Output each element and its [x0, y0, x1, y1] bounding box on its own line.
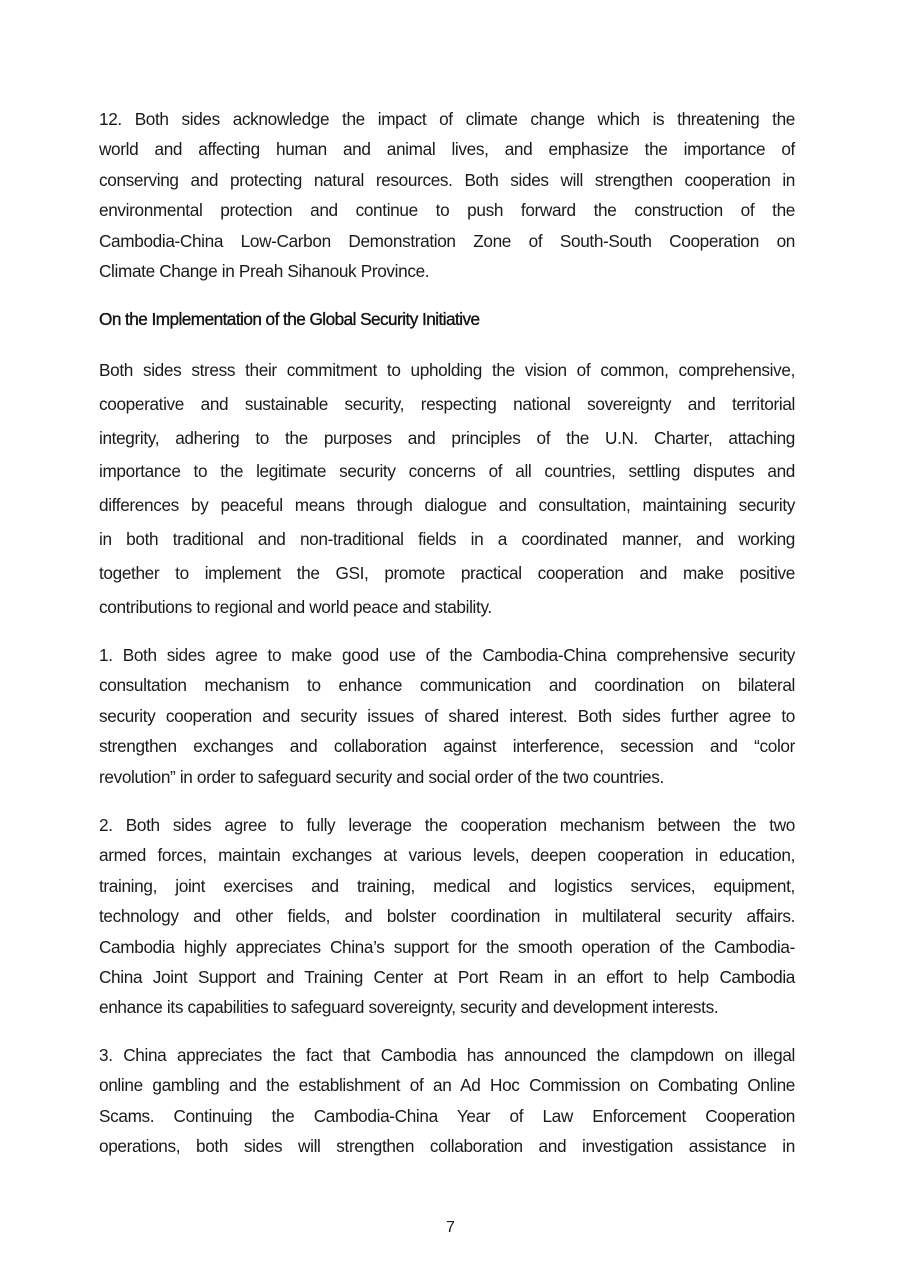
text-line: cooperative and sustainable security, respecting national sovereignty and territorial	[99, 393, 795, 414]
text-line: Cambodia highly appreciates China’s support for the smooth operation of the Cambodia-	[99, 936, 795, 957]
text-line: contributions to regional and world peace and stability.	[99, 596, 492, 617]
text-line: together to implement the GSI, promote practical cooperation and make positive	[99, 562, 795, 583]
text-line: revolution” in order to safeguard security and social order of the two countries.	[99, 766, 664, 787]
text-line: 3. China appreciates the fact that Cambodia has announced the clampdown on illegal	[99, 1045, 795, 1065]
text-line: Cambodia-China Low-Carbon Demonstration Zone of South-South Cooperation on	[99, 230, 795, 251]
text-line: differences by peaceful means through dialogue and consultation, maintaining security	[99, 495, 795, 516]
text-line: integrity, adhering to the purposes and principles of the U.N. Charter, attaching	[99, 427, 795, 448]
text-line: security cooperation and security issues of shared interest. Both sides further agree to	[99, 705, 795, 726]
text-line: importance to the legitimate security concerns of all countries, settling disputes and	[99, 461, 795, 482]
text-line: environmental protection and continue to push forward the construction of the	[99, 200, 795, 221]
text-line: strengthen exchanges and collaboration against interference, secession and “color	[99, 736, 795, 757]
paragraph-2	[99, 810, 795, 1023]
section-heading: On the Implementation of the Global Security Initiative	[99, 309, 480, 329]
text-line: enhance its capabilities to safeguard sovereignty, security and development interests.	[99, 997, 719, 1018]
text-line: Scams. Continuing the Cambodia-China Year of Law Enforcement Cooperation	[99, 1105, 795, 1126]
text-line: 1. Both sides agree to make good use of the Cambodia-China comprehensive security	[99, 645, 795, 665]
text-line: consultation mechanism to enhance communication and coordination on bilateral	[99, 675, 795, 696]
text-line: operations, both sides will strengthen collaboration and investigation assistance in	[99, 1136, 795, 1157]
text-line: training, joint exercises and training, medical and logistics services, equipment,	[99, 875, 795, 896]
paragraph-1	[99, 640, 795, 792]
paragraph-12	[99, 104, 795, 286]
text-line: Both sides stress their commitment to upholding the vision of common, comprehensive,	[99, 360, 795, 380]
text-line: world and affecting human and animal lives, and emphasize the importance of	[99, 139, 795, 160]
text-line: online gambling and the establishment of an Ad Hoc Commission on Combating Online	[99, 1075, 795, 1096]
text-line: technology and other fields, and bolster coordination in multilateral security affairs.	[99, 906, 795, 927]
text-line: 2. Both sides agree to fully leverage the cooperation mechanism between the two	[99, 815, 795, 835]
page-number: 7	[446, 1219, 455, 1236]
text-line: conserving and protecting natural resources. Both sides will strengthen cooperation in	[99, 169, 795, 190]
text-line: in both traditional and non-traditional fields in a coordinated manner, and working	[99, 528, 795, 549]
paragraph-3	[99, 1040, 795, 1162]
text-line: China Joint Support and Training Center at Port Ream in an effort to help Cambodia	[99, 966, 795, 987]
gsi-intro-paragraph	[99, 354, 795, 624]
text-line: Climate Change in Preah Sihanouk Province.	[99, 260, 430, 281]
text-line: 12. Both sides acknowledge the impact of climate change which is threatening the	[99, 109, 795, 129]
text-line: armed forces, maintain exchanges at various levels, deepen cooperation in education,	[99, 845, 795, 866]
